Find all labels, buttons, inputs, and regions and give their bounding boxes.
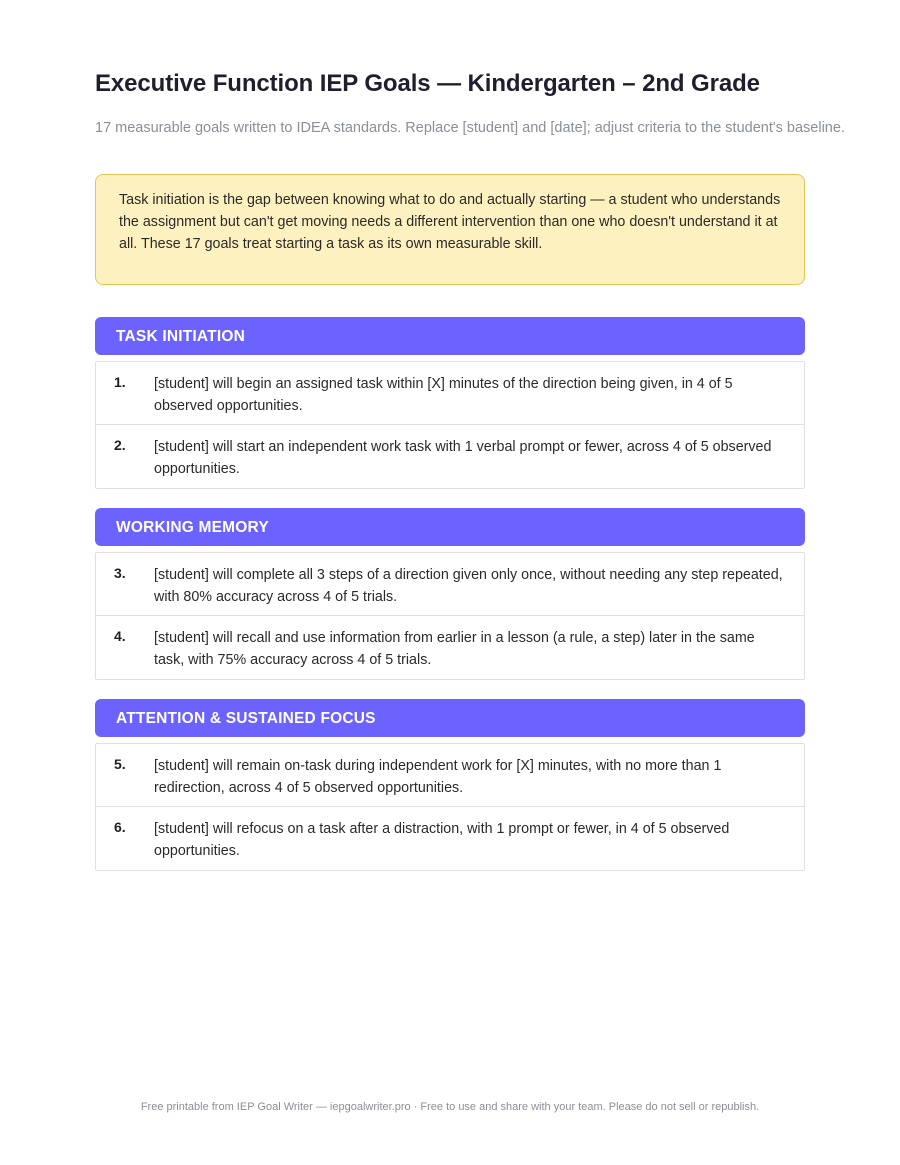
goal-number: 2. — [114, 437, 126, 453]
goal-item — [96, 807, 804, 870]
goal-text: [student] will start an independent work task with 1 verbal prompt or fewer, across 4 of 5 observed opportunities. — [154, 439, 772, 477]
page-footer: Free printable from IEP Goal Writer — iepgoalwriter.pro · Free to use and share with your team. Please do not sell or republish. — [140, 1101, 760, 1113]
goal-number: 6. — [114, 819, 126, 835]
goal-number: 1. — [114, 374, 126, 390]
goal-item — [96, 616, 804, 679]
goal-text: [student] will remain on-task during independent work for [X] minutes, with no more than 1 redirection, across 4 of 5 observed opportunities. — [154, 758, 722, 796]
section-header-task-initiation: TASK INITIATION — [95, 317, 805, 355]
goal-item — [96, 553, 804, 616]
section-header-working-memory: WORKING MEMORY — [95, 508, 805, 546]
goal-list-working-memory — [95, 552, 805, 680]
goal-list-task-initiation — [95, 361, 805, 489]
goal-list-attention-focus — [95, 743, 805, 871]
section-header-attention-focus: ATTENTION & SUSTAINED FOCUS — [95, 699, 805, 737]
goal-text: [student] will recall and use information from earlier in a lesson (a rule, a step) later in the same task, with 75% accuracy across 4 of 5 trials. — [154, 630, 755, 668]
goal-item — [96, 744, 804, 807]
goal-number: 4. — [114, 628, 126, 644]
goal-text: [student] will complete all 3 steps of a direction given only once, without needing any step repeated, with 80% accuracy across 4 of 5 trials. — [154, 567, 783, 605]
goal-number: 3. — [114, 565, 126, 581]
goal-item — [96, 362, 804, 425]
goal-number: 5. — [114, 756, 126, 772]
page-subtitle: 17 measurable goals written to IDEA standards. Replace [student] and [date]; adjust criteria to the student's baseline. — [95, 120, 845, 136]
goal-item — [96, 425, 804, 488]
goal-text: [student] will refocus on a task after a distraction, with 1 prompt or fewer, in 4 of 5 observed opportunities. — [154, 821, 730, 859]
intro-callout: Task initiation is the gap between knowing what to do and actually starting — a student who understands the assignment but can't get moving needs a different intervention than one who doesn't understand it at all. These 17 goals treat starting a task as its own measurable skill. — [95, 174, 805, 285]
goal-text: [student] will begin an assigned task within [X] minutes of the direction being given, in 4 of 5 observed opportunities. — [154, 376, 733, 414]
page-title: Executive Function IEP Goals — Kindergarten – 2nd Grade — [95, 70, 760, 97]
